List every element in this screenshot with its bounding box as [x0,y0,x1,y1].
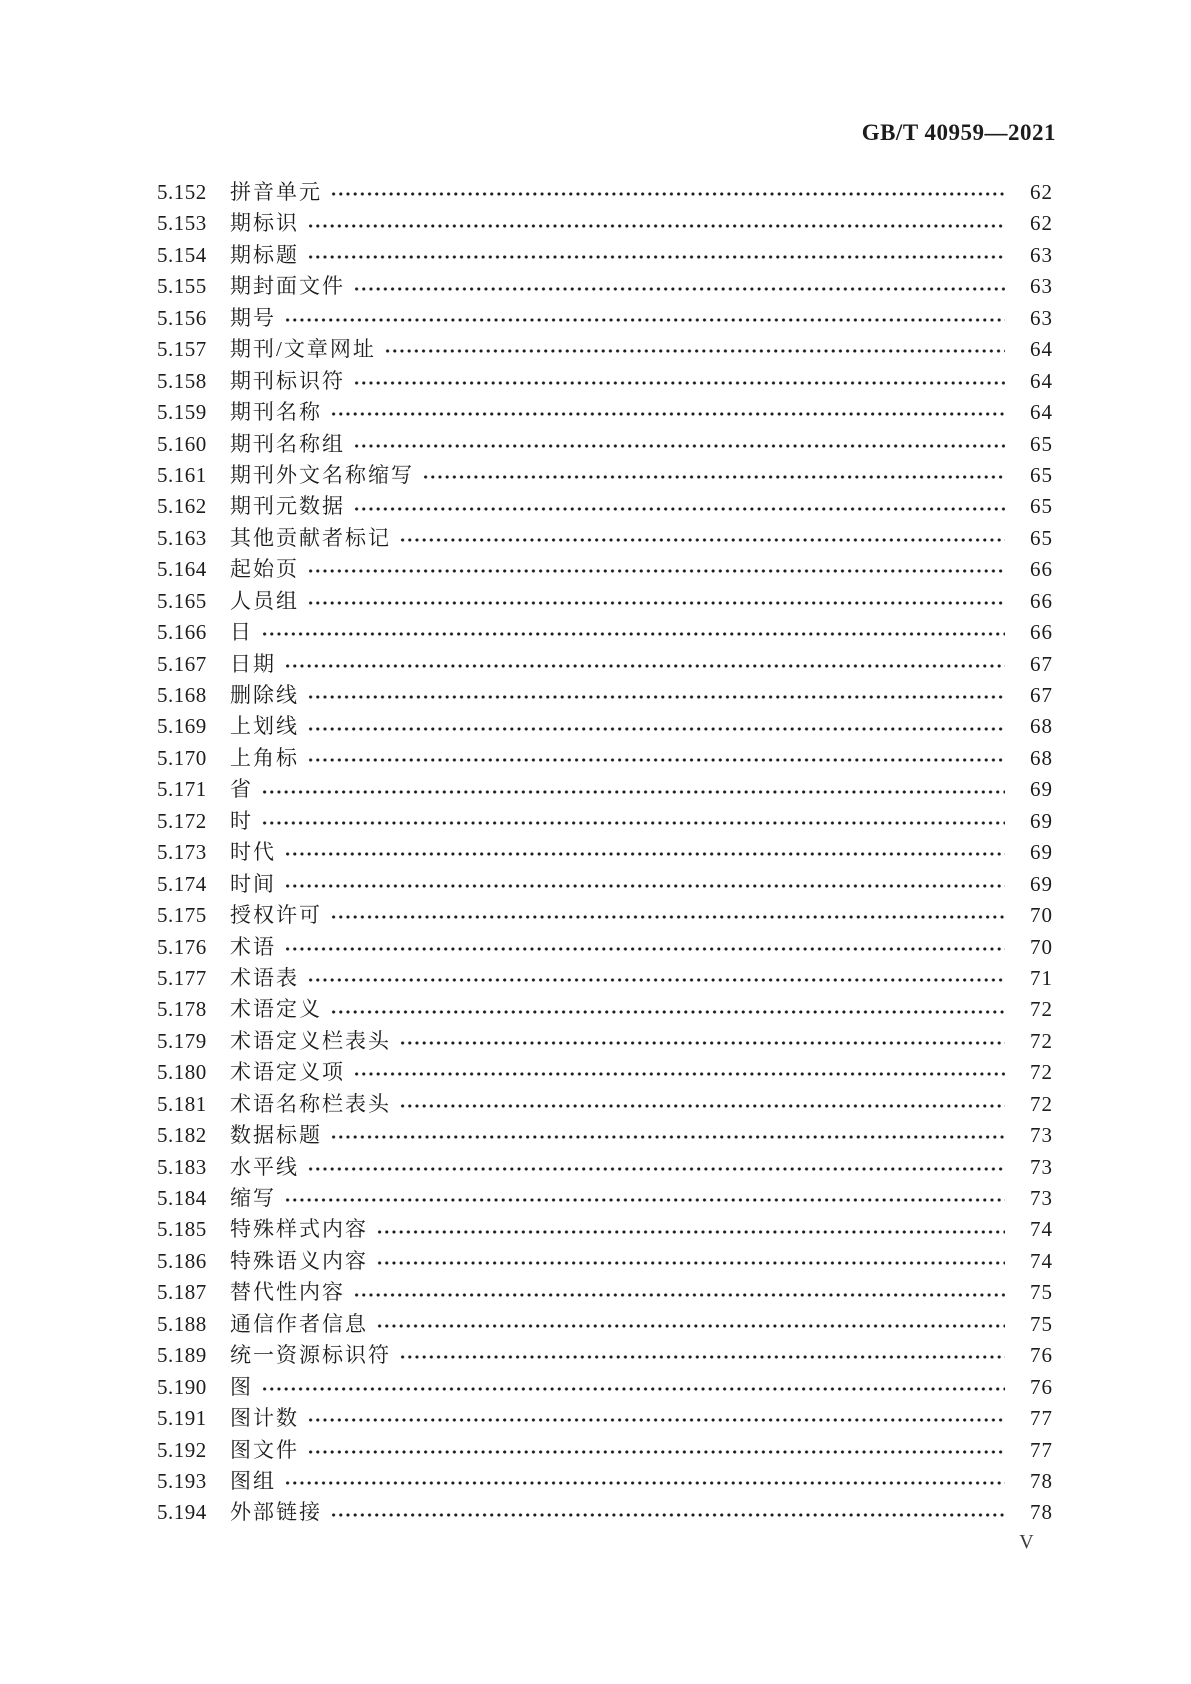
toc-entry-title: 期刊名称 [230,400,322,425]
dot-leader [400,1354,1005,1361]
toc-entry-page: 72 [1030,997,1053,1022]
dot-leader [400,1040,1005,1047]
toc-entry-page: 75 [1030,1280,1053,1305]
toc-entry-number: 5.182 [157,1123,207,1148]
dot-leader [354,1071,1005,1078]
toc-entry [157,586,1053,617]
toc-entry-number: 5.178 [157,997,207,1022]
toc-entry-page: 65 [1030,494,1053,519]
dot-leader [285,883,1005,890]
toc-entry [157,806,1053,837]
toc-entry-page: 70 [1030,903,1053,928]
page-number-footer: V [1019,1531,1035,1553]
toc-entry-number: 5.194 [157,1500,207,1525]
toc-entry-page: 76 [1030,1374,1053,1399]
toc-entry-page: 73 [1030,1123,1053,1148]
toc-entry-page: 64 [1030,337,1053,362]
dot-leader [354,286,1005,293]
toc-entry-number: 5.169 [157,714,207,739]
toc-entry [157,617,1053,648]
dot-leader [354,506,1005,513]
dot-leader [308,254,1005,261]
toc-entry-title: 数据标题 [230,1123,322,1148]
toc-entry-title: 时 [230,808,253,833]
toc-entry-title: 通信作者信息 [230,1311,368,1336]
dot-leader [331,1009,1005,1016]
toc-entry-number: 5.152 [157,180,207,204]
toc-entry-title: 术语名称栏表头 [230,1091,391,1116]
toc-entry-page: 66 [1030,620,1053,645]
toc-entry [157,1340,1053,1371]
toc-entry-title: 期刊标识符 [230,368,345,393]
toc-entry-title: 其他贡献者标记 [230,525,391,550]
toc-entry-title: 水平线 [230,1154,299,1179]
toc-entry-title: 人员组 [230,588,299,613]
toc-entry [157,1214,1053,1245]
toc-entry [157,1120,1053,1151]
toc-entry-number: 5.184 [157,1186,207,1210]
toc-entry [157,303,1053,334]
toc-entry-page: 77 [1030,1437,1053,1462]
toc-entry [157,900,1053,931]
toc-entry-title: 授权许可 [230,903,322,928]
dot-leader [423,474,1005,481]
toc-entry-page: 78 [1030,1500,1053,1525]
toc-entry-number: 5.165 [157,588,207,613]
toc-entry [157,774,1053,805]
toc-entry [157,523,1053,554]
toc-entry-title: 术语定义项 [230,1060,345,1085]
toc-entry [157,429,1053,460]
dot-leader [377,1229,1005,1236]
toc-entry-page: 66 [1030,588,1053,613]
dot-leader [285,1480,1005,1487]
toc-entry [157,963,1053,994]
toc-entry-number: 5.173 [157,840,207,865]
toc-entry-page: 72 [1030,1028,1053,1053]
toc-entry-page: 74 [1030,1248,1053,1273]
toc-entry-page: 76 [1030,1343,1053,1368]
toc-entry-page: 63 [1030,242,1053,267]
dot-leader [354,1292,1005,1299]
dot-leader [285,851,1005,858]
toc-entry-number: 5.172 [157,808,207,833]
standard-code-header: GB/T 40959—2021 [861,120,1056,145]
toc-entry-number: 5.159 [157,400,207,425]
toc-entry-page: 75 [1030,1311,1053,1336]
toc-entry-title: 删除线 [230,683,299,707]
toc-entry-page: 65 [1030,525,1053,550]
toc-entry-number: 5.191 [157,1406,207,1431]
toc-entry-number: 5.193 [157,1468,207,1493]
dot-leader [308,1449,1005,1456]
toc-entry-number: 5.153 [157,211,207,236]
toc-entry-page: 73 [1030,1186,1053,1210]
toc-entry-page: 69 [1030,808,1053,833]
toc-entry-page: 67 [1030,683,1053,707]
dot-leader [308,223,1005,230]
toc-entry-title: 术语定义 [230,997,322,1022]
toc-entry [157,1183,1053,1214]
toc-entry-title: 期刊/文章网址 [230,337,376,362]
toc-entry-number: 5.177 [157,965,207,990]
toc-entry-page: 68 [1030,745,1053,770]
dot-leader [331,411,1005,418]
toc-entry [157,460,1053,491]
toc-entry-title: 期标题 [230,242,299,267]
toc-entry-number: 5.176 [157,934,207,959]
toc-entry-title: 特殊语义内容 [230,1248,368,1273]
toc-entry-title: 日期 [230,651,276,676]
toc-entry [157,1497,1053,1528]
toc-entry [157,680,1053,711]
dot-leader [308,1417,1005,1424]
toc-entry-number: 5.183 [157,1154,207,1179]
toc-entry [157,397,1053,428]
dot-leader [331,191,1005,198]
toc-entry [157,932,1053,963]
dot-leader [285,317,1005,324]
toc-entry-number: 5.189 [157,1343,207,1368]
toc-entry-title: 起始页 [230,557,299,582]
dot-leader [285,663,1005,670]
dot-leader [331,1134,1005,1141]
toc-entry-number: 5.186 [157,1248,207,1273]
toc-entry [157,554,1053,585]
toc-entry-title: 图 [230,1374,253,1399]
toc-entry-number: 5.188 [157,1311,207,1336]
dot-leader [262,1386,1005,1393]
toc-entry-number: 5.185 [157,1217,207,1242]
toc-entry [157,994,1053,1025]
toc-entry [157,837,1053,868]
toc-entry-number: 5.155 [157,274,207,299]
toc-entry-title: 拼音单元 [230,180,322,204]
toc-entry [157,1246,1053,1277]
toc-entry-page: 63 [1030,305,1053,330]
toc-entry-title: 期刊外文名称缩写 [230,462,414,487]
toc-entry-title: 图计数 [230,1406,299,1431]
dot-leader [400,537,1005,544]
toc-entry [157,334,1053,365]
toc-entry-title: 期标识 [230,211,299,236]
toc-entry [157,1309,1053,1340]
dot-leader [285,946,1005,953]
toc-entry-title: 术语定义栏表头 [230,1028,391,1053]
toc-entry-title: 图文件 [230,1437,299,1462]
toc-entry-page: 70 [1030,934,1053,959]
toc-entry-title: 省 [230,777,253,802]
dot-leader [262,789,1005,796]
toc-entry [157,1435,1053,1466]
toc-entry-page: 68 [1030,714,1053,739]
toc-entry-title: 期刊名称组 [230,431,345,456]
dot-leader [400,1103,1005,1110]
toc-entry-page: 69 [1030,871,1053,896]
toc-entry-number: 5.180 [157,1060,207,1085]
toc-entry [157,743,1053,774]
dot-leader [262,631,1005,638]
toc-entry-page: 74 [1030,1217,1053,1242]
toc-entry-page: 64 [1030,400,1053,425]
toc-entry-page: 62 [1030,211,1053,236]
toc-entry [157,711,1053,742]
toc-entry [157,366,1053,397]
toc-entry [157,491,1053,522]
toc-entry-title: 时间 [230,871,276,896]
toc-entry-number: 5.164 [157,557,207,582]
toc-entry [157,1403,1053,1434]
toc-entry [157,1466,1053,1497]
toc-entry-page: 67 [1030,651,1053,676]
toc-entry-number: 5.156 [157,305,207,330]
toc-entry [157,1372,1053,1403]
toc-entry-number: 5.171 [157,777,207,802]
toc-entry-number: 5.170 [157,745,207,770]
toc-entry-title: 上角标 [230,745,299,770]
toc-entry-title: 时代 [230,840,276,865]
toc-entry-page: 65 [1030,431,1053,456]
toc-entry-title: 特殊样式内容 [230,1217,368,1242]
toc-entry-number: 5.161 [157,462,207,487]
toc-entry-title: 外部链接 [230,1500,322,1525]
toc-entry-number: 5.168 [157,683,207,707]
table-of-contents [157,177,1053,1529]
toc-entry-number: 5.154 [157,242,207,267]
dot-leader [331,914,1005,921]
toc-entry-number: 5.157 [157,337,207,362]
toc-entry-title: 上划线 [230,714,299,739]
toc-entry-number: 5.163 [157,525,207,550]
toc-entry-title: 替代性内容 [230,1280,345,1305]
toc-entry-number: 5.181 [157,1091,207,1116]
toc-entry [157,271,1053,302]
toc-entry-page: 66 [1030,557,1053,582]
toc-entry-page: 69 [1030,840,1053,865]
toc-entry-number: 5.190 [157,1374,207,1399]
dot-leader [331,1512,1005,1519]
toc-entry [157,1057,1053,1088]
toc-entry-title: 期封面文件 [230,274,345,299]
toc-entry-title: 缩写 [230,1186,276,1210]
toc-entry-page: 64 [1030,368,1053,393]
dot-leader [354,380,1005,387]
toc-entry-number: 5.175 [157,903,207,928]
dot-leader [354,443,1005,450]
toc-entry-page: 65 [1030,462,1053,487]
toc-entry-number: 5.187 [157,1280,207,1305]
toc-entry [157,177,1053,208]
toc-entry-page: 73 [1030,1154,1053,1179]
toc-entry-title: 期刊元数据 [230,494,345,519]
dot-leader [308,977,1005,984]
dot-leader [377,1323,1005,1330]
toc-entry-title: 统一资源标识符 [230,1343,391,1368]
toc-entry-number: 5.174 [157,871,207,896]
toc-entry-title: 术语 [230,934,276,959]
toc-entry [157,1026,1053,1057]
dot-leader [308,1166,1005,1173]
dot-leader [377,1260,1005,1267]
toc-entry-page: 78 [1030,1468,1053,1493]
toc-entry-number: 5.158 [157,368,207,393]
toc-entry [157,1152,1053,1183]
toc-entry [157,208,1053,239]
dot-leader [308,726,1005,733]
toc-entry-title: 日 [230,620,253,645]
toc-entry-number: 5.179 [157,1028,207,1053]
toc-entry-title: 期号 [230,305,276,330]
toc-entry-title: 术语表 [230,965,299,990]
toc-entry [157,869,1053,900]
dot-leader [262,820,1005,827]
toc-entry [157,1089,1053,1120]
toc-entry-page: 62 [1030,180,1053,204]
toc-entry-page: 72 [1030,1060,1053,1085]
toc-entry-number: 5.162 [157,494,207,519]
toc-entry-number: 5.192 [157,1437,207,1462]
dot-leader [308,600,1005,607]
toc-entry-number: 5.166 [157,620,207,645]
dot-leader [385,348,1005,355]
toc-entry-title: 图组 [230,1468,276,1493]
toc-entry-page: 69 [1030,777,1053,802]
toc-entry-number: 5.160 [157,431,207,456]
toc-entry-page: 77 [1030,1406,1053,1431]
toc-entry [157,240,1053,271]
toc-entry-number: 5.167 [157,651,207,676]
toc-entry [157,1277,1053,1308]
toc-entry-page: 71 [1030,965,1053,990]
toc-entry-page: 63 [1030,274,1053,299]
dot-leader [308,568,1005,575]
dot-leader [285,1197,1005,1204]
toc-entry [157,649,1053,680]
dot-leader [308,757,1005,764]
dot-leader [308,694,1005,701]
toc-entry-page: 72 [1030,1091,1053,1116]
